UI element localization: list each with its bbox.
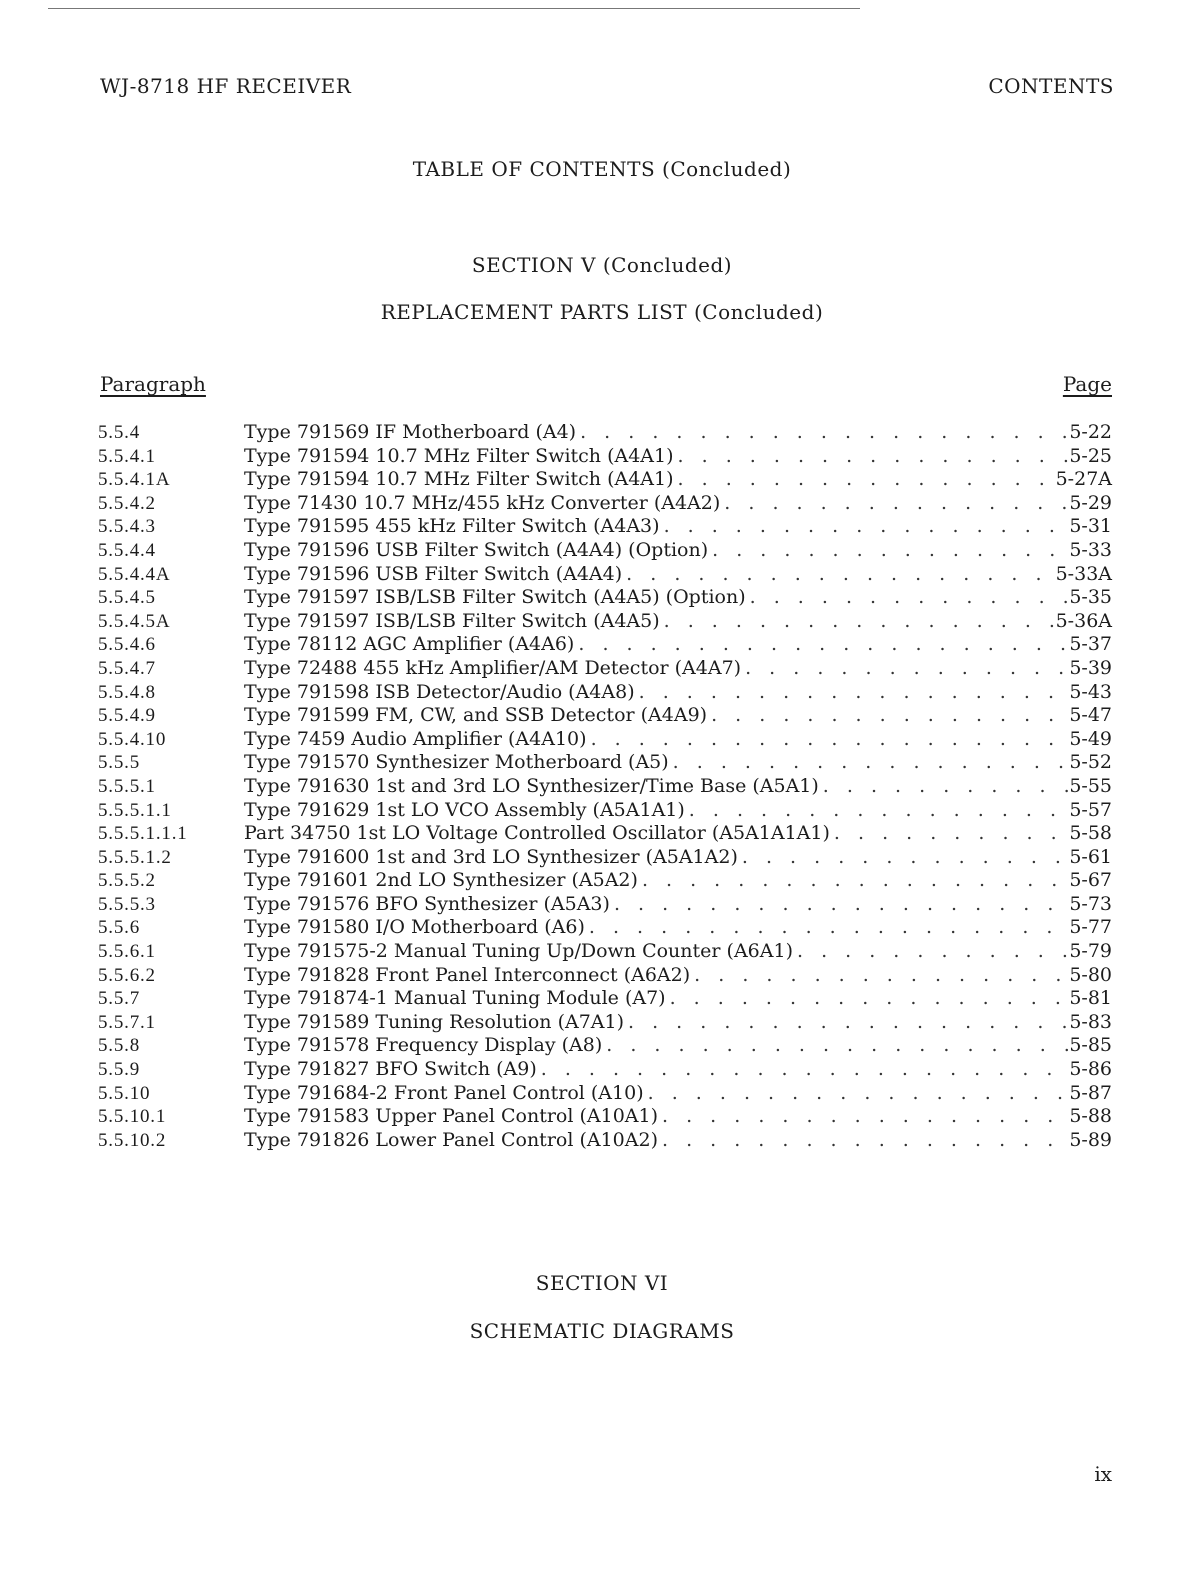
paragraph-column-header: Paragraph xyxy=(100,372,206,396)
toc-entry xyxy=(98,822,1112,846)
toc-entry-page-number: 5-88 xyxy=(1069,1105,1112,1128)
toc-entry xyxy=(98,421,1112,445)
page-column-header: Page xyxy=(1062,372,1112,396)
toc-entry-paragraph-number: 5.5.4.2 xyxy=(98,492,156,514)
toc-entry xyxy=(98,1129,1112,1153)
toc-entry-paragraph-number: 5.5.5.1.2 xyxy=(98,846,172,868)
toc-entry-paragraph-number: 5.5.4.10 xyxy=(98,728,167,750)
toc-entry-paragraph-number: 5.5.5.2 xyxy=(98,870,156,892)
toc-entry xyxy=(98,633,1112,657)
toc-entry-page-number: 5-33 xyxy=(1069,538,1112,561)
toc-entry-title: Type 791597 ISB/LSB Filter Switch (A4A5) xyxy=(244,609,660,632)
toc-entry-dot-leader xyxy=(587,728,1070,752)
toc-entry-dot-leader xyxy=(738,846,1069,870)
toc-entry-dot-leader xyxy=(576,421,1069,445)
section-vi-subheading: SCHEMATIC DIAGRAMS xyxy=(469,1319,735,1343)
toc-entry-dot-leader xyxy=(638,869,1069,893)
toc-entry-title: Type 78112 AGC Amplifier (A4A6) xyxy=(244,633,575,656)
toc-entry-paragraph-number: 5.5.4.7 xyxy=(98,657,156,679)
toc-entry-title: Type 791601 2nd LO Synthesizer (A5A2) xyxy=(244,869,638,892)
toc-entry-page-number: 5-27A xyxy=(1055,468,1112,491)
toc-entry xyxy=(98,846,1112,870)
toc-entry-title: Type 791589 Tuning Resolution (A7A1) xyxy=(244,1010,625,1033)
toc-entry-page-number: 5-36A xyxy=(1055,609,1112,632)
toc-entry-dot-leader xyxy=(741,657,1069,681)
toc-entry-title: Type 791576 BFO Synthesizer (A5A3) xyxy=(244,892,610,915)
toc-entry-title: Type 72488 455 kHz Amplifier/AM Detector (A4A7) xyxy=(244,656,742,679)
toc-entry xyxy=(98,751,1112,775)
toc-entry xyxy=(98,468,1112,492)
toc-entry-page-number: 5-35 xyxy=(1069,586,1112,609)
toc-entry-title: Type 7459 Audio Amplifier (A4A10) xyxy=(244,727,587,750)
toc-entry xyxy=(98,775,1112,799)
section-vi-heading: SECTION VI xyxy=(535,1271,669,1295)
toc-entry xyxy=(98,563,1112,587)
toc-entry-dot-leader xyxy=(602,1034,1069,1058)
toc-entry-dot-leader xyxy=(690,964,1069,988)
toc-entry-dot-leader xyxy=(658,1105,1069,1129)
toc-entry-title: Type 71430 10.7 MHz/455 kHz Converter (A4A2) xyxy=(244,491,721,514)
toc-entry xyxy=(98,1082,1112,1106)
toc-entry-page-number: 5-22 xyxy=(1069,421,1112,443)
toc-entry-paragraph-number: 5.5.4.8 xyxy=(98,681,156,703)
toc-entry-page-number: 5-83 xyxy=(1069,1010,1112,1033)
toc-entry-dot-leader xyxy=(658,1129,1069,1153)
toc-entry xyxy=(98,610,1112,634)
toc-entry-title: Type 791596 USB Filter Switch (A4A4) xyxy=(244,562,623,585)
toc-entry xyxy=(98,940,1112,964)
toc-entry-page-number: 5-57 xyxy=(1069,798,1112,821)
toc-entry-page-number: 5-39 xyxy=(1069,656,1112,679)
toc-entry-page-number: 5-37 xyxy=(1069,633,1112,656)
toc-entry-dot-leader xyxy=(574,633,1069,657)
toc-entry xyxy=(98,1034,1112,1058)
toc-entry-title: Type 791594 10.7 MHz Filter Switch (A4A1) xyxy=(244,444,674,467)
toc-entry-dot-leader xyxy=(624,1011,1069,1035)
toc-entry-paragraph-number: 5.5.6.2 xyxy=(98,964,156,986)
toc-entry-page-number: 5-49 xyxy=(1069,727,1112,750)
toc-entry-title: Type 791594 10.7 MHz Filter Switch (A4A1) xyxy=(244,468,674,491)
toc-entry xyxy=(98,445,1112,469)
toc-entry-page-number: 5-52 xyxy=(1069,751,1112,774)
toc-entry-dot-leader xyxy=(669,751,1070,775)
toc-entry-paragraph-number: 5.5.4.5A xyxy=(98,610,171,632)
toc-entry-dot-leader xyxy=(708,539,1069,563)
toc-entry-paragraph-number: 5.5.5.1.1 xyxy=(98,799,172,821)
toc-entry-dot-leader xyxy=(674,468,1056,492)
toc-entry xyxy=(98,492,1112,516)
toc-entry-title: Type 791600 1st and 3rd LO Synthesizer (A5A1A2) xyxy=(244,845,738,868)
toc-entry xyxy=(98,586,1112,610)
toc-entry-paragraph-number: 5.5.4.1A xyxy=(98,469,171,491)
toc-entry-paragraph-number: 5.5.7.1 xyxy=(98,1011,156,1033)
toc-entry-title: Part 34750 1st LO Voltage Controlled Oscillator (A5A1A1A1) xyxy=(244,822,830,845)
toc-entry-dot-leader xyxy=(660,515,1070,539)
toc-entry-page-number: 5-67 xyxy=(1069,869,1112,892)
toc-entry xyxy=(98,728,1112,752)
toc-entry xyxy=(98,704,1112,728)
toc-entry-paragraph-number: 5.5.4.1 xyxy=(98,445,156,467)
toc-entry-dot-leader xyxy=(793,940,1069,964)
toc-entry-paragraph-number: 5.5.5 xyxy=(98,752,140,774)
toc-entry-paragraph-number: 5.5.7 xyxy=(98,988,140,1010)
toc-entry-page-number: 5-81 xyxy=(1069,987,1112,1010)
toc-entry-dot-leader xyxy=(746,586,1070,610)
toc-entry xyxy=(98,916,1112,940)
page-number: ix xyxy=(1094,1462,1112,1486)
toc-entry-title: Type 791827 BFO Switch (A9) xyxy=(244,1058,537,1081)
toc-entry-dot-leader xyxy=(830,822,1069,846)
toc-entry-paragraph-number: 5.5.8 xyxy=(98,1035,140,1057)
section-v-subheading: REPLACEMENT PARTS LIST (Concluded) xyxy=(380,300,824,324)
top-rule xyxy=(48,8,860,9)
toc-entry-title: Type 791580 I/O Motherboard (A6) xyxy=(244,916,585,939)
toc-entry-paragraph-number: 5.5.10.1 xyxy=(98,1106,167,1128)
toc-entry-paragraph-number: 5.5.4.5 xyxy=(98,587,156,609)
toc-entry-page-number: 5-85 xyxy=(1069,1034,1112,1057)
running-header-section: CONTENTS xyxy=(988,74,1114,98)
toc-entry-paragraph-number: 5.5.4.3 xyxy=(98,516,156,538)
toc-entry-title: Type 791596 USB Filter Switch (A4A4) (Option) xyxy=(244,538,709,561)
toc-entry-page-number: 5-86 xyxy=(1069,1058,1112,1081)
toc-entry-paragraph-number: 5.5.4.9 xyxy=(98,705,156,727)
toc-entry xyxy=(98,799,1112,823)
toc-entry-dot-leader xyxy=(720,492,1069,516)
toc-entry-paragraph-number: 5.5.4.4 xyxy=(98,539,156,561)
toc-entry-page-number: 5-80 xyxy=(1069,963,1112,986)
toc-entry xyxy=(98,1011,1112,1035)
toc-entry xyxy=(98,987,1112,1011)
toc-entry-title: Type 791630 1st and 3rd LO Synthesizer/Time Base (A5A1) xyxy=(244,774,819,797)
toc-entry-title: Type 791578 Frequency Display (A8) xyxy=(244,1034,603,1057)
toc-entry-dot-leader xyxy=(666,987,1070,1011)
toc-entry-title: Type 791570 Synthesizer Motherboard (A5) xyxy=(244,751,669,774)
toc-entry-paragraph-number: 5.5.4.6 xyxy=(98,634,156,656)
toc-entry-title: Type 791828 Front Panel Interconnect (A6A2) xyxy=(244,963,691,986)
toc-entry-page-number: 5-29 xyxy=(1069,491,1112,514)
toc-entry-paragraph-number: 5.5.6.1 xyxy=(98,941,156,963)
toc-entry-dot-leader xyxy=(610,893,1069,917)
toc-entry-paragraph-number: 5.5.5.1 xyxy=(98,775,156,797)
toc-entry-page-number: 5-58 xyxy=(1069,822,1112,845)
toc-entry-dot-leader xyxy=(674,445,1070,469)
toc-entry-paragraph-number: 5.5.5.1.1.1 xyxy=(98,823,188,845)
toc-entry-page-number: 5-61 xyxy=(1069,845,1112,868)
toc-entry-paragraph-number: 5.5.4 xyxy=(98,422,140,443)
toc-entry-page-number: 5-47 xyxy=(1069,704,1112,727)
toc-entry-dot-leader xyxy=(660,610,1056,634)
toc-entry xyxy=(98,893,1112,917)
toc-entry-paragraph-number: 5.5.4.4A xyxy=(98,563,171,585)
toc-entry-dot-leader xyxy=(644,1082,1070,1106)
toc-entry xyxy=(98,1105,1112,1129)
running-header-title: WJ-8718 HF RECEIVER xyxy=(100,74,352,98)
toc-entry-title: Type 791575-2 Manual Tuning Up/Down Counter (A6A1) xyxy=(244,940,793,963)
toc-entry xyxy=(98,657,1112,681)
toc-entry-dot-leader xyxy=(707,704,1069,728)
toc-entry-page-number: 5-89 xyxy=(1069,1128,1112,1151)
toc-entry-page-number: 5-25 xyxy=(1069,444,1112,467)
toc-entry-page-number: 5-43 xyxy=(1069,680,1112,703)
toc-entry xyxy=(98,681,1112,705)
toc-entry xyxy=(98,964,1112,988)
toc-entry-dot-leader xyxy=(537,1058,1070,1082)
toc-entry-paragraph-number: 5.5.9 xyxy=(98,1059,140,1081)
toc-entry-page-number: 5-33A xyxy=(1055,562,1112,585)
toc-entry-title: Type 791599 FM, CW, and SSB Detector (A4A9) xyxy=(244,704,708,727)
toc-entry-dot-leader xyxy=(635,681,1070,705)
toc-title: TABLE OF CONTENTS (Concluded) xyxy=(412,157,792,181)
section-v-heading: SECTION V (Concluded) xyxy=(471,253,733,277)
toc-list xyxy=(98,421,1112,1152)
toc-entry xyxy=(98,539,1112,563)
toc-entry-dot-leader xyxy=(585,916,1069,940)
toc-entry-dot-leader xyxy=(685,799,1070,823)
toc-entry xyxy=(98,515,1112,539)
toc-entry-dot-leader xyxy=(622,563,1055,587)
toc-entry-title: Type 791583 Upper Panel Control (A10A1) xyxy=(244,1105,659,1128)
toc-entry-dot-leader xyxy=(819,775,1070,799)
toc-entry-title: Type 791598 ISB Detector/Audio (A4A8) xyxy=(244,680,635,703)
toc-entry-title: Type 791826 Lower Panel Control (A10A2) xyxy=(244,1128,658,1151)
toc-entry-paragraph-number: 5.5.10.2 xyxy=(98,1129,167,1151)
toc-entry-title: Type 791874-1 Manual Tuning Module (A7) xyxy=(244,987,666,1010)
toc-entry-title: Type 791684-2 Front Panel Control (A10) xyxy=(244,1081,644,1104)
toc-entry-page-number: 5-87 xyxy=(1069,1081,1112,1104)
toc-entry-page-number: 5-77 xyxy=(1069,916,1112,939)
toc-entry-title: Type 791629 1st LO VCO Assembly (A5A1A1) xyxy=(244,798,685,821)
toc-entry-title: Type 791595 455 kHz Filter Switch (A4A3) xyxy=(244,515,660,538)
toc-entry xyxy=(98,869,1112,893)
toc-entry-page-number: 5-31 xyxy=(1069,515,1112,538)
toc-entry-paragraph-number: 5.5.5.3 xyxy=(98,893,156,915)
toc-entry-paragraph-number: 5.5.6 xyxy=(98,917,140,939)
toc-entry-page-number: 5-79 xyxy=(1069,940,1112,963)
toc-entry-title: Type 791597 ISB/LSB Filter Switch (A4A5) (Option) xyxy=(244,586,746,609)
toc-entry xyxy=(98,1058,1112,1082)
toc-entry-title: Type 791569 IF Motherboard (A4) xyxy=(244,421,577,443)
toc-entry-page-number: 5-73 xyxy=(1069,892,1112,915)
toc-entry-paragraph-number: 5.5.10 xyxy=(98,1082,151,1104)
toc-entry-page-number: 5-55 xyxy=(1069,774,1112,797)
